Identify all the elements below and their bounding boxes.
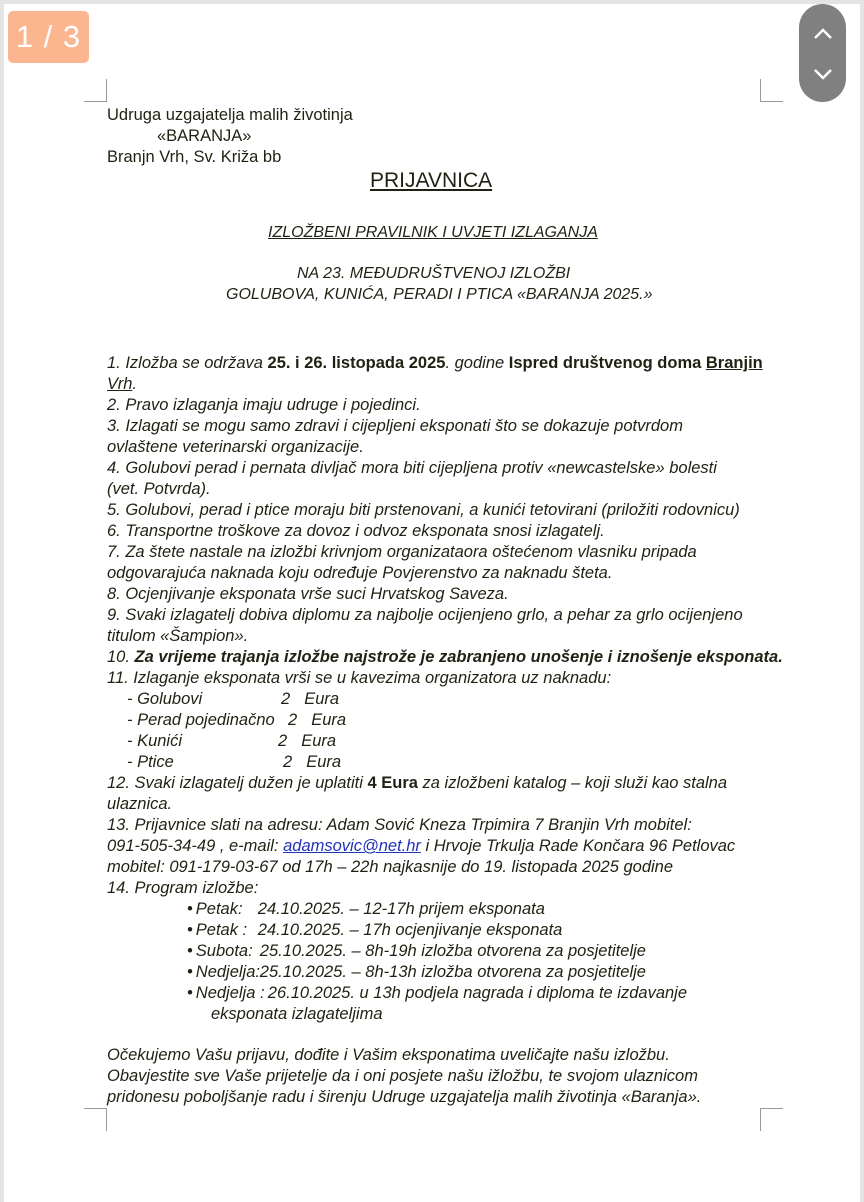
program-item	[187, 962, 646, 983]
fee-label: - Kunići	[127, 732, 183, 750]
fee-unit: Eura	[306, 753, 342, 771]
fee-label: - Perad pojedinačno	[127, 711, 275, 729]
margin-corner-mark	[760, 1108, 783, 1131]
page-nav-control	[799, 4, 846, 102]
rule-4-cont: (vet. Potvrda).	[107, 480, 211, 498]
rule-5: 5. Golubovi, perad i ptice moraju biti prstenovani, a kunići tetovirani (priložiti rodovnicu)	[107, 501, 740, 519]
rule-1-cont	[107, 374, 137, 395]
fee-unit: Eura	[301, 732, 337, 750]
fee-value: 2	[288, 711, 298, 729]
program-day: Subota:	[195, 942, 253, 960]
catalog-fee: 4 Eura	[367, 774, 418, 792]
fee-value: 2	[281, 690, 291, 708]
program-day: Nedjelja:	[195, 963, 260, 981]
rule-2: 2. Pravo izlaganja imaju udruge i pojedinci.	[107, 396, 421, 414]
fee-value: 2	[283, 753, 293, 771]
event-dates: 25. i 26. listopada 2025	[267, 354, 446, 372]
rule-12	[107, 773, 727, 794]
fee-item	[127, 710, 275, 731]
page-title: PRIJAVNICA	[370, 169, 493, 192]
rule-1	[107, 353, 763, 374]
program-item	[187, 983, 687, 1004]
program-item	[187, 899, 545, 920]
rule-7-cont: odgovarajuća naknada koju određuje Povjerenstvo za naknadu šteta.	[107, 564, 613, 582]
fee-label: - Ptice	[127, 753, 174, 771]
program-item	[187, 941, 646, 962]
event-title-line1: NA 23. MEĐUDRUŠTVENOJ IZLOŽBI	[297, 265, 571, 282]
rule-6: 6. Transportne troškove za dovoz i odvoz eksponata snosi izlagatelj.	[107, 522, 605, 540]
next-page-button[interactable]	[799, 54, 846, 94]
fee-amount	[281, 689, 339, 710]
fee-label: - Golubovi	[127, 690, 203, 708]
rule-7: 7. Za štete nastale na izložbi krivnjom organizataora oštećenom vlasniku pripada	[107, 543, 697, 561]
program-text: 25.10.2025. – 8h-13h izložba otvorena za posjetitelje	[259, 963, 646, 981]
rule-text: .	[132, 375, 137, 393]
rule-text: Za vrijeme trajanja izložbe najstrože je zabranjeno unošenje i iznošenje eksponata.	[134, 648, 783, 666]
program-item-cont: eksponata izlagateljima	[211, 1005, 383, 1023]
rule-9: 9. Svaki izlagatelj dobiva diplomu za najbolje ocijenjeno grlo, a pehar za grlo ocijenjeno	[107, 606, 743, 624]
rule-text: 1. Izložba se održava	[107, 354, 268, 372]
event-title-line2: GOLUBOVA, KUNIĆA, PERADI I PTICA «BARANJA 2025.»	[226, 286, 653, 303]
chevron-down-icon	[813, 68, 833, 80]
closing-line: Očekujemo Vašu prijavu, dođite i Vašim eksponatima uveličajte našu izložbu.	[107, 1046, 670, 1064]
org-short-name: «BARANJA»	[157, 127, 252, 145]
program-text: 24.10.2025. – 17h ocjenjivanje eksponata	[257, 921, 563, 939]
page-indicator: 1 / 3	[8, 11, 89, 63]
fee-unit: Eura	[304, 690, 340, 708]
fee-amount	[283, 752, 341, 773]
program-text: 26.10.2025. u 13h podjela nagrada i diploma te izdavanje	[267, 984, 688, 1002]
org-name: Udruga uzgajatelja malih životinja	[107, 106, 353, 124]
rule-9-cont: titulom «Šampion».	[107, 627, 249, 645]
rule-14: 14. Program izložbe:	[107, 879, 259, 897]
rule-13-cont	[107, 836, 735, 857]
event-location: Branjin	[705, 354, 763, 372]
fee-item	[127, 689, 202, 710]
org-address: Branjn Vrh, Sv. Križa bb	[107, 148, 282, 166]
margin-corner-mark	[760, 79, 783, 102]
chevron-up-icon	[813, 28, 833, 40]
rule-3: 3. Izlagati se mogu samo zdravi i cijepljeni eksponati što se dokazuje potvrdom	[107, 417, 683, 435]
program-item	[187, 920, 562, 941]
program-text: 24.10.2025. – 12-17h prijem eksponata	[257, 900, 545, 918]
email-link[interactable]: adamsovic@net.hr	[283, 837, 421, 855]
fee-item	[127, 731, 182, 752]
margin-corner-mark	[84, 79, 107, 102]
rule-4: 4. Golubovi perad i pernata divljač mora biti cijepljena protiv «newcastelske» bolesti	[107, 459, 717, 477]
rule-10	[107, 647, 783, 668]
fee-amount	[288, 710, 346, 731]
rule-13-cont: mobitel: 091-179-03-67 od 17h – 22h najkasnije do 19. listopada 2025 godine	[107, 858, 674, 876]
fee-item	[127, 752, 174, 773]
event-location: Vrh	[107, 375, 133, 393]
rule-text: 12. Svaki izlagatelj dužen je uplatiti	[107, 774, 368, 792]
section-subtitle: IZLOŽBENI PRAVILNIK I UVJETI IZLAGANJA	[268, 224, 598, 241]
program-text: 25.10.2025. – 8h-19h izložba otvorena za posjetitelje	[259, 942, 646, 960]
rule-11: 11. Izlaganje eksponata vrši se u kavezima organizatora uz naknadu:	[107, 669, 612, 687]
program-day: Nedjelja :	[195, 984, 265, 1002]
event-venue: Ispred društvenog doma	[508, 354, 706, 372]
rule-8: 8. Ocjenjivanje eksponata vrše suci Hrvatskog Saveza.	[107, 585, 509, 603]
rule-13: 13. Prijavnice slati na adresu: Adam Sović Kneza Trpimira 7 Branjin Vrh mobitel:	[107, 816, 692, 834]
rule-text: za izložbeni katalog – koji služi kao stalna	[417, 774, 728, 792]
closing-line: pridonesu poboljšanje radu i širenju Udruge uzgajatelja malih životinja «Baranja».	[107, 1088, 702, 1106]
previous-page-button[interactable]	[799, 14, 846, 54]
program-day: Petak:	[195, 900, 243, 918]
program-day: Petak :	[195, 921, 248, 939]
fee-amount	[278, 731, 336, 752]
fee-value: 2	[278, 732, 288, 750]
margin-corner-mark	[84, 1108, 107, 1131]
rule-text: i Hrvoje Trkulja Rade Končara 96 Petlovac	[420, 837, 736, 855]
fee-unit: Eura	[311, 711, 347, 729]
closing-line: Obavjestite sve Vaše prijetelje da i oni posjete našu ižložbu, te svojom ulaznicom	[107, 1067, 698, 1085]
rule-number: 10.	[107, 648, 135, 666]
rule-12-cont: ulaznica.	[107, 795, 173, 813]
rule-text: 091-505-34-49 , e-mail:	[107, 837, 284, 855]
rule-3-cont: ovlaštene veterinarski organizacije.	[107, 438, 364, 456]
rule-text: . godine	[445, 354, 509, 372]
